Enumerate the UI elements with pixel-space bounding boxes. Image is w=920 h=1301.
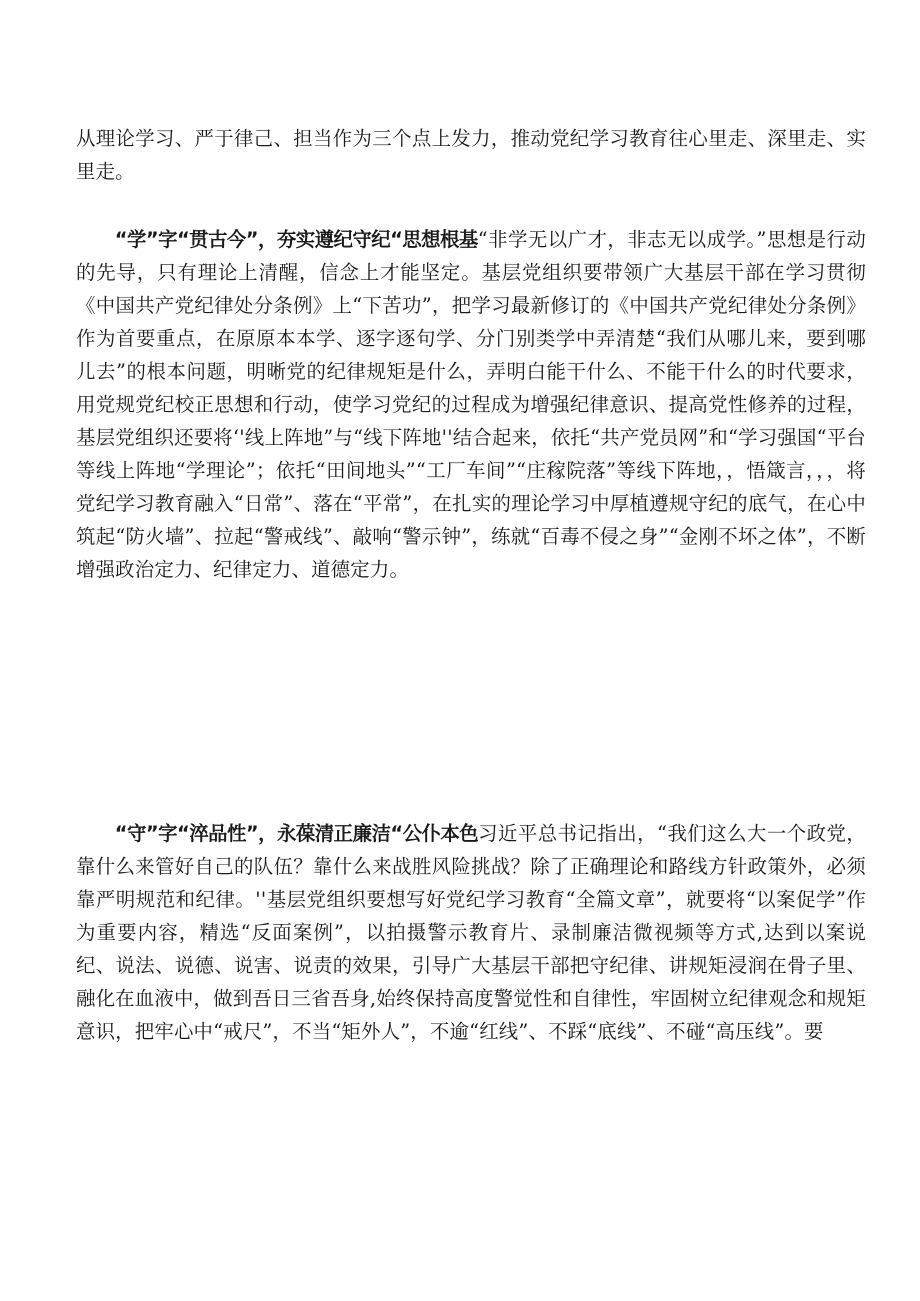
paragraph-continuation: [76, 122, 866, 188]
paragraph-body: 习近平总书记指出，“我们这么大一个政党，靠什么来管好自己的队伍？靠什么来战胜风险挑战？除了正确理论和路线方针政策外，必须靠严明规范和纪律。''基层党组织要想写好党纪学习教育“全篇文章”，就要将“以案促学”作为重要内容，精选“反面案例”，以拍摄警示教育片、录制廉洁微视频等方式,达到以案说纪、说法、说德、说害、说责的效果，引导广大基层干部把守纪律、讲规矩浸润在骨子里、融化在血液中，做到吾日三省吾身,始终保持高度警觉性和自律性，牢固树立纪律观念和规矩意识，把牢心中“戒尺”，不当“矩外人”，不逾“红线”、不踩“底线”、不碰“高压线”。要: [76, 822, 866, 1043]
paragraph-study: [76, 223, 866, 586]
paragraph-guard: [76, 817, 866, 1048]
paragraph-body: 从理论学习、严于律己、担当作为三个点上发力，推动党纪学习教育往心里走、深里走、实里走。: [76, 127, 866, 183]
paragraph-body: “非学无以广才，非志无以成学。”思想是行动的先导，只有理论上清醒，信念上才能坚定。基层党组织要带领广大基层干部在学习贯彻《中国共产党纪律处分条例》上“下苦功”，把学习最新修订的《中国共产党纪律处分条例》作为首要重点，在原原本本学、逐字逐句学、分门别类学中弄清楚“我们从哪儿来，要到哪儿去”的根本问题，明晰党的纪律规矩是什么，弄明白能干什么、不能干什么的时代要求，用党规党纪校正思想和行动，使学习党纪的过程成为增强纪律意识、提高党性修养的过程，基层党组织还要将‘'线上阵地”与“线下阵地''结合起来，依托“共产党员网”和“学习强国“平台等线上阵地“学理论”；依托“田间地头”“工厂车间”“庄稼院落”等线下阵地，，悟箴言，，，将党纪学习教育融入“日常”、落在“平常”，在扎实的理论学习中厚植遵规守纪的底气，在心中筑起“防火墙”、拉起“警戒线”、敲响“警示钟”，练就“百毒不侵之身”“金刚不坏之体”，不断增强政治定力、纪律定力、道德定力。: [76, 228, 867, 581]
section-heading-study: “学”字“贯古今”，夯实遵纪守纪“思想根基: [114, 228, 478, 251]
section-heading-guard: “守”字“淬品性”，永葆清正廉洁“公仆本色: [114, 822, 479, 845]
